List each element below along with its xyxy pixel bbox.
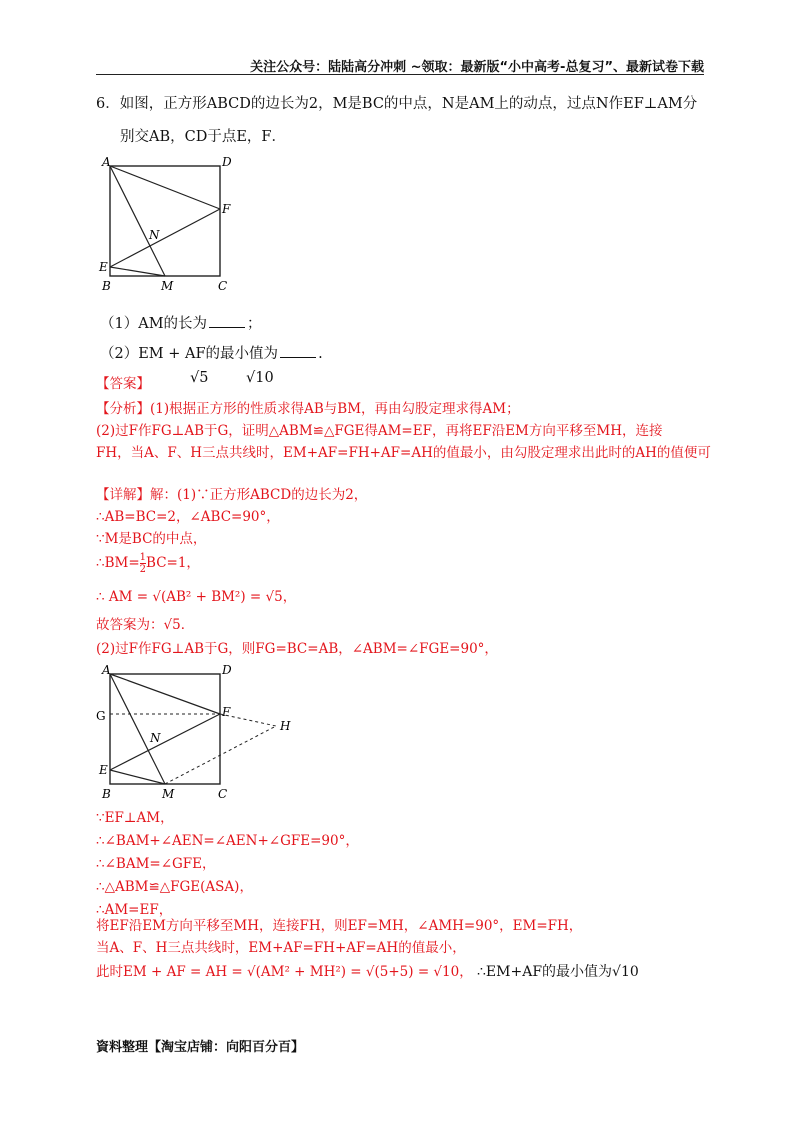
segment-am — [110, 166, 165, 276]
segment-ef — [110, 209, 220, 267]
fraction-half: $\frac{1}{2}$ — [139, 552, 147, 575]
header-rule — [96, 74, 704, 75]
detail-line-2: ∴AB=BC=2，∠ABC=90°， — [96, 509, 280, 525]
label2-g: G — [96, 709, 106, 723]
label2-m: M — [162, 787, 175, 800]
label-c: C — [218, 279, 228, 293]
label-e: E — [99, 260, 108, 274]
label-m: M — [161, 279, 174, 293]
answer-1: √5 — [190, 370, 209, 386]
label-b: B — [102, 279, 111, 293]
page-footer: 資料整理【淘宝店铺：向阳百分百】 — [96, 1040, 305, 1055]
label2-c: C — [218, 787, 228, 800]
detail-line-10: ∴∠BAM=∠GFE， — [96, 856, 216, 872]
detail-line-12: ∴AM=EF， — [96, 902, 173, 918]
page-header: 关注公众号：陆陆高分冲刺 ~领取：最新版“小中高考-总复习”、最新试卷下载 — [250, 60, 704, 75]
analysis-line-3: FH，当A、F、H三点共线时，EM+AF=FH+AF=AH的值最小，由勾股定理求出此时的AH的值便可 — [96, 445, 711, 461]
label2-h: H — [280, 719, 291, 733]
detail-line-14: 当A、F、H三点共线时，EM+AF=FH+AF=AH的值最小， — [96, 940, 466, 956]
problem-line-2: 别交AB，CD于点E，F． — [120, 129, 286, 145]
detail-line-1: 【详解】解：(1)∵正方形ABCD的边长为2， — [96, 487, 368, 503]
label-f: F — [222, 202, 231, 216]
detail-line-15: 此时EM + AF = AH = √(AM² + MH²) = √(5+5) = √10， ∴EM+AF的最小值为√10 — [96, 964, 639, 980]
square-abcd — [110, 166, 220, 276]
detail-line-11: ∴△ABM≌△FGE(ASA)， — [96, 879, 253, 895]
detail-line-6: 故答案为：√5． — [96, 617, 195, 633]
problem-line-1: 6．如图，正方形ABCD的边长为2，M是BC的中点，N是AM上的动点，过点N作EF⊥AM分 — [96, 96, 698, 112]
label-d: D — [222, 155, 232, 169]
answer-label: 【答案】 — [96, 376, 150, 392]
detail-line-13: 将EF沿EM方向平移至MH，连接FH，则EF=MH，∠AMH=90°，EM=FH， — [96, 918, 583, 934]
analysis-line-2: (2)过F作FG⊥AB于G，证明△ABM≌△FGE得AM=EF，再将EF沿EM方向平移至MH，连接 — [96, 423, 663, 439]
blank-2[interactable] — [280, 357, 316, 358]
label2-f: F — [222, 705, 231, 719]
detail-line-8: ∵EF⊥AM， — [96, 810, 174, 826]
detail-line-3: ∵M是BC的中点， — [96, 531, 207, 547]
label2-b: B — [102, 787, 111, 800]
square-abcd-2 — [110, 674, 220, 784]
segment-af — [110, 166, 220, 209]
label2-e: E — [99, 763, 108, 777]
label2-d: D — [222, 663, 232, 677]
detail-line-7: (2)过F作FG⊥AB于G，则FG=BC=AB，∠ABM=∠FGE=90°， — [96, 641, 498, 657]
question-2: （2）EM + AF的最小值为 . — [100, 346, 323, 362]
detail-line-9: ∴∠BAM+∠AEN=∠AEN+∠GFE=90°， — [96, 833, 359, 849]
label-n: N — [149, 228, 160, 242]
segment-em — [110, 267, 165, 276]
answer-2: √10 — [246, 370, 274, 386]
analysis-line-1: 【分析】(1)根据正方形的性质求得AB与BM，再由勾股定理求得AM； — [96, 401, 520, 417]
blank-1[interactable] — [209, 327, 245, 328]
question-1: （1）AM的长为 ； — [100, 316, 262, 332]
segment-em-2 — [110, 770, 165, 784]
label-a: A — [102, 155, 111, 169]
figure-1 — [96, 152, 246, 297]
segment-ef-2 — [110, 714, 220, 770]
figure-2 — [90, 660, 310, 800]
detail-line-5: ∴ AM = √(AB² + BM²) = √5， — [96, 589, 297, 605]
label2-a: A — [102, 663, 111, 677]
label2-n: N — [150, 731, 161, 745]
detail-line-4: ∴BM= $\frac{1}{2}$ BC=1， — [96, 552, 200, 575]
